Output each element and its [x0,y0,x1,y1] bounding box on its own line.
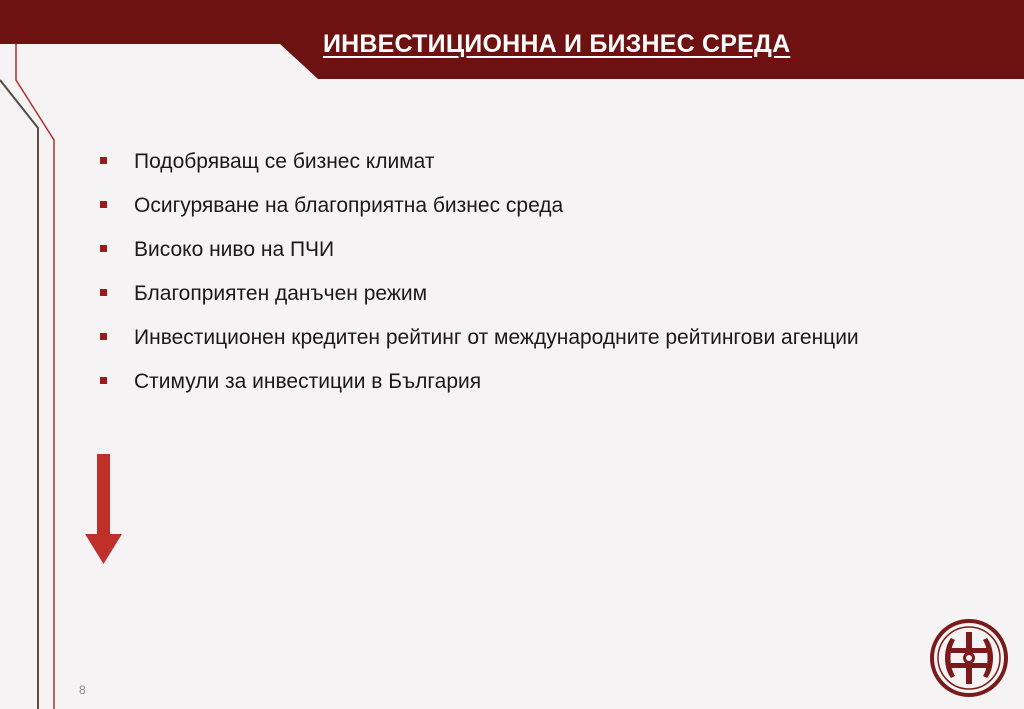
bullet-item [100,143,860,181]
bullet-item [100,231,860,269]
bullet-square-icon [100,333,107,340]
bullet-text: Благоприятен данъчен режим [134,282,428,305]
bullet-square-icon [100,289,107,296]
bullet-text: Подобряващ се бизнес климат [134,150,435,173]
down-arrow-icon [85,454,123,566]
emblem-logo [929,618,1009,698]
bullet-text: Високо ниво на ПЧИ [134,238,335,261]
bullet-item [100,319,860,357]
left-red-line [16,44,54,709]
bullet-item [100,363,860,401]
left-brown-line [0,80,38,709]
bullet-text: Стимули за инвестиции в България [134,370,482,393]
slide-title: ИНВЕСТИЦИОННА И БИЗНЕС СРЕДА [323,30,791,58]
bullet-item [100,187,860,225]
bullet-square-icon [100,245,107,252]
bullet-list [100,143,860,407]
bullet-text: Инвестиционен кредитен рейтинг от международните рейтингови агенции [134,326,859,349]
bullet-square-icon [100,377,107,384]
page-number: 8 [79,683,86,697]
bullet-text: Осигуряване на благоприятна бизнес среда [134,194,564,217]
bullet-square-icon [100,201,107,208]
bullet-item [100,275,860,313]
bullet-square-icon [100,157,107,164]
